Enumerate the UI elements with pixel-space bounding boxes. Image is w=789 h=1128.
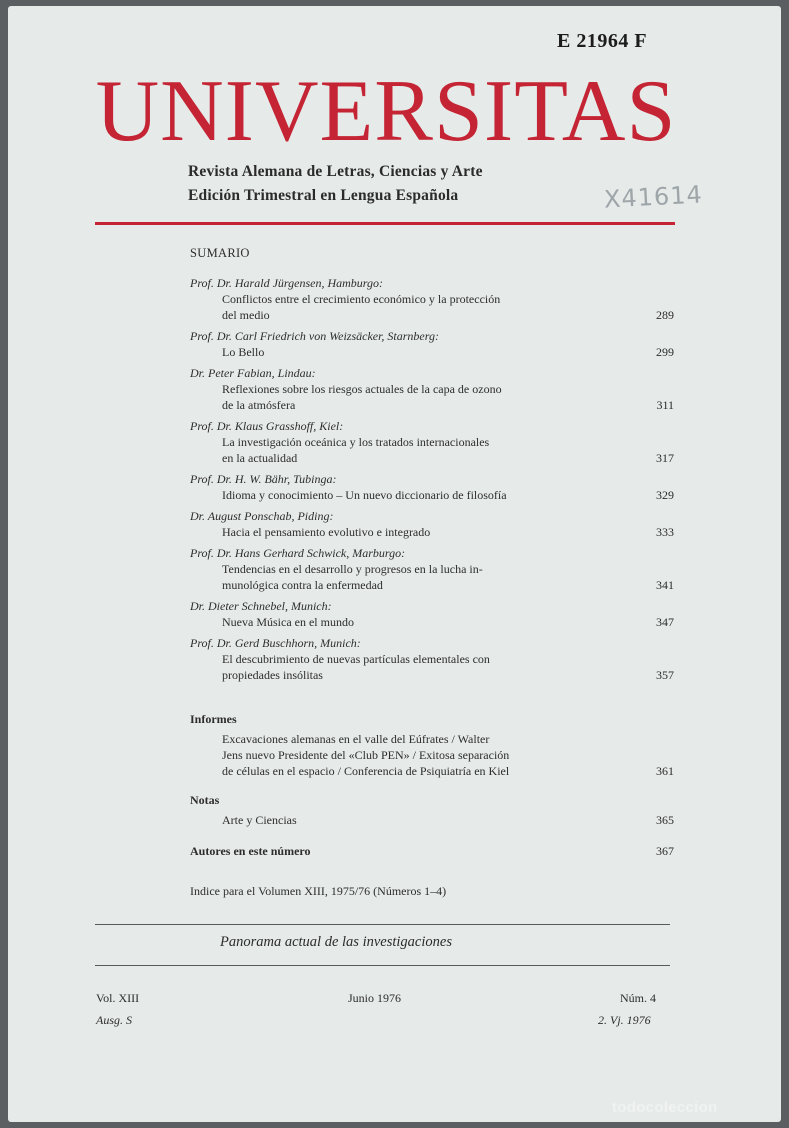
toc-article (190, 487, 674, 503)
handwritten-note: X41614 (603, 180, 704, 214)
stamp-date: 2. Vj. 1976 (598, 1013, 651, 1027)
toc-entry (190, 365, 674, 413)
toc-entry (190, 328, 674, 360)
toc-author: Prof. Dr. Harald Jürgensen, Hamburgo: (190, 276, 383, 290)
informes-section (190, 711, 674, 779)
ausgabe-label: Ausg. S (96, 1013, 132, 1027)
informes-line: de células en el espacio / Conferencia de Psiquiatría en Kiel (222, 764, 510, 778)
informes-page: 361 (656, 764, 674, 778)
toc-article (190, 651, 674, 683)
toc-entry (190, 275, 674, 323)
toc-article (190, 344, 674, 360)
toc-entry (190, 598, 674, 630)
toc-page: 311 (656, 398, 674, 412)
toc-author: Dr. Dieter Schnebel, Munich: (190, 599, 332, 613)
title-divider (95, 222, 675, 225)
toc-title-line: munológica contra la enfermedad (222, 578, 383, 592)
autores-section (190, 843, 674, 859)
toc-page: 317 (656, 451, 674, 465)
toc-article (190, 524, 674, 540)
toc-article (190, 434, 674, 466)
toc-title-line: Conflictos entre el crecimiento económico y la protección (222, 292, 501, 306)
toc-page: 329 (656, 488, 674, 502)
autores-row (190, 843, 674, 859)
notas-section (190, 792, 674, 828)
toc-title-line: El descubrimiento de nuevas partículas elementales con (222, 652, 490, 666)
toc-title-line: en la actualidad (222, 451, 298, 465)
volume-index-line: Indice para el Volumen XIII, 1975/76 (Números 1–4) (190, 884, 447, 898)
journal-subtitle: Revista Alemana de Letras, Ciencias y Arte (188, 163, 483, 180)
panorama-heading: Panorama actual de las investigaciones (220, 934, 452, 950)
informes-line: Jens nuevo Presidente del «Club PEN» / Exitosa separación (222, 748, 510, 762)
informes-line: Excavaciones alemanas en el valle del Eúfrates / Walter (222, 732, 490, 746)
notas-line: Arte y Ciencias (222, 813, 297, 827)
toc-page: 341 (656, 578, 674, 592)
toc-entry (190, 545, 674, 593)
toc-author: Prof. Dr. Gerd Buschhorn, Munich: (190, 636, 361, 650)
toc-title-line: Nueva Música en el mundo (222, 615, 354, 629)
table-of-contents (190, 275, 674, 688)
toc-title-line: Tendencias en el desarrollo y progresos en la lucha in- (222, 562, 483, 576)
toc-article (190, 291, 674, 323)
toc-entry (190, 635, 674, 683)
toc-article (190, 614, 674, 630)
notas-heading: Notas (190, 793, 220, 807)
toc-title-line: del medio (222, 308, 270, 322)
toc-entry (190, 418, 674, 466)
toc-title-line: de la atmósfera (222, 398, 296, 412)
toc-page: 333 (656, 525, 674, 539)
volume-label: Vol. XIII (96, 991, 140, 1005)
toc-author: Prof. Dr. H. W. Bähr, Tubinga: (190, 472, 337, 486)
toc-page: 299 (656, 345, 674, 359)
toc-title-line: propiedades insólitas (222, 668, 323, 682)
toc-page: 347 (656, 615, 674, 629)
site-watermark: todocoleccion (612, 1099, 718, 1116)
panorama-rule-top (95, 924, 670, 925)
catalog-code: E 21964 F (557, 30, 648, 52)
issue-date: Junio 1976 (348, 991, 402, 1005)
toc-title-line: Hacia el pensamiento evolutivo e integrado (222, 525, 431, 539)
toc-title-line: Idioma y conocimiento – Un nuevo diccionario de filosofía (222, 488, 507, 502)
toc-title-line: La investigación oceánica y los tratados internacionales (222, 435, 490, 449)
toc-author: Prof. Dr. Hans Gerhard Schwick, Marburgo: (190, 546, 406, 560)
toc-entry (190, 471, 674, 503)
informes-heading: Informes (190, 712, 237, 726)
toc-author: Dr. Peter Fabian, Lindau: (190, 366, 316, 380)
edition-subtitle: Edición Trimestral en Lengua Española (188, 187, 459, 204)
sumario-heading: SUMARIO (190, 246, 250, 260)
notas-page: 365 (656, 813, 674, 827)
toc-author: Dr. August Ponschab, Piding: (190, 509, 334, 523)
panorama-rule-bottom (95, 965, 670, 966)
toc-author: Prof. Dr. Carl Friedrich von Weizsäcker, Starnberg: (190, 329, 439, 343)
informes-body (190, 731, 674, 779)
toc-title-line: Lo Bello (222, 345, 265, 359)
toc-author: Prof. Dr. Klaus Grasshoff, Kiel: (190, 419, 344, 433)
issue-number: Núm. 4 (620, 991, 656, 1005)
toc-title-line: Reflexiones sobre los riesgos actuales de la capa de ozono (222, 382, 502, 396)
autores-page: 367 (656, 844, 674, 858)
toc-article (190, 561, 674, 593)
toc-page: 289 (656, 308, 674, 322)
toc-article (190, 381, 674, 413)
journal-title: UNIVERSITAS (95, 63, 677, 160)
notas-body (190, 812, 674, 828)
toc-page: 357 (656, 668, 674, 682)
toc-entry (190, 508, 674, 540)
autores-heading: Autores en este número (190, 844, 311, 858)
